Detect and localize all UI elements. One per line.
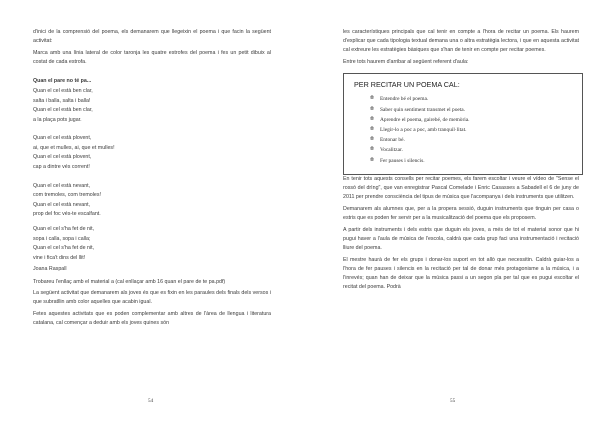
- poem-verse: sopa i calla, sopa i calla;: [33, 235, 91, 242]
- list-item-text: Fer pauses i silencis.: [380, 157, 425, 164]
- bullet-icon: ⦾: [370, 137, 375, 143]
- poem-stanza: [33, 182, 271, 220]
- paragraph: Marca amb una línia lateral de color taronja les quatre estrofes del poema i fes un petit dibuix al costat de cada estrofa.: [33, 49, 271, 66]
- poem-stanza: [33, 134, 271, 172]
- poem-verse: Quan el cel està ben clar,: [33, 87, 93, 94]
- page-number: 55: [450, 398, 456, 404]
- box-title: PER RECITAR UN POEMA CAL:: [354, 80, 460, 90]
- list-item-text: Vocalitzar.: [380, 147, 403, 154]
- list-item: [370, 115, 572, 125]
- list-item: [370, 156, 572, 166]
- left-text-column: [33, 28, 271, 329]
- poem-verse: Quan el cel s'ha fet de nit,: [33, 226, 95, 233]
- paragraph: La següent activitat que demanarem als joves és que es fixin en les paraules dels finals dels versos i que subratllin amb color aquelles que acabin igual.: [33, 290, 271, 306]
- poem-verse: a la plaça pots jugar.: [33, 116, 82, 123]
- bullet-icon: ⦾: [370, 116, 375, 122]
- list-item-text: Llegir-lo a poc a poc, amb tranquil·litat.: [380, 126, 467, 133]
- poem-verse: Quan el cel està plovent,: [33, 154, 92, 161]
- bullet-icon: ⦾: [370, 106, 375, 112]
- list-item: [370, 135, 572, 145]
- list-item-text: Entonar bé.: [380, 137, 405, 144]
- poem-verse: Quan el cel està ben clar,: [33, 107, 93, 114]
- paragraph: d'inici de la comprensió del poema, els demanarem que llegeixin el poema i que facin la següent activitat:: [33, 29, 271, 45]
- list-item: [370, 105, 572, 115]
- paragraph: El mestre haurà de fer els grups i donar-los suport en tot allò que necessitin. Caldrà guiar-los a l'hora de fer pauses i silencis en la recitació per tal de donar més protagonisme a la música, i a l'inrevés; quan han de deixar que la música passi a un segon pla per tal que es pugui escoltar el recitat del poema. Podrà: [343, 256, 579, 291]
- list-item: [370, 145, 572, 155]
- right-text-column: [343, 28, 579, 293]
- poem-verse: ai, que et mulles, ai, que et mulles!: [33, 144, 115, 151]
- poem-verse: prop del foc vés-te escalfant.: [33, 211, 101, 218]
- poem-verse: Quan el cel s'ha fet de nit,: [33, 245, 95, 252]
- poem-title: Quan el pare no té pa...: [33, 78, 92, 85]
- list-item: [370, 125, 572, 135]
- bullet-icon: ⦾: [370, 96, 375, 102]
- poem-stanza: [33, 225, 271, 263]
- poem-verse: Quan el cel està nevant,: [33, 201, 91, 208]
- tips-list: [354, 94, 572, 165]
- paragraph: Demanarem als alumnes que, per a la propera sessió, duguin instruments que tinguin per casa o estris que es poden fer servir per a la musicalització del poema que els proposem.: [343, 205, 579, 222]
- paragraph: Fetes aquestes activitats que es poden complementar amb altres de l'àrea de llengua i literatura catalana, cal començar a deduir amb els joves quines són: [33, 311, 271, 327]
- list-item: [370, 94, 572, 104]
- bullet-icon: ⦾: [370, 157, 375, 163]
- list-item-text: Entendre bé el poema.: [380, 96, 429, 103]
- poem-verse: salta i balla, salta i balla!: [33, 97, 91, 104]
- poem-stanza: [33, 77, 271, 125]
- classroom-reference-box: [343, 73, 583, 174]
- poem-verse: vine i fica't dins del llit!: [33, 254, 86, 261]
- paragraph: En tenir tots aquests consells per recitar poemes, els farem escoltar i veure el vídeo de "Sense el rossó del drìng", que van enregistrar Pascal Comelade i Enric Casasses a Sabadell el 6 de juny de 2011 per prendre consciència del tipus de música que l'acompanya i dels instruments que utilitzen.: [343, 175, 579, 201]
- bullet-icon: ⦾: [370, 147, 375, 153]
- list-item-text: Saber quin sentiment transmet el poeta.: [380, 106, 466, 113]
- right-page: [300, 0, 600, 424]
- poem-verse: cap a dintre vés corrent!: [33, 164, 90, 171]
- bullet-icon: ⦾: [370, 126, 375, 132]
- poem-verse: com tremoles, com tremoles!: [33, 192, 101, 199]
- paragraph: les característiques principals que cal tenir en compte a l'hora de recitar un poema. Els haurem d'explicar que cada tipologia textual demana una o altra estratègia lectora, i que en aquesta activitat cal extreure les estratègies bàsiques que s'han de tenir en compte per recitar poemes.: [343, 29, 579, 54]
- poem-verse: Quan el cel està nevant,: [33, 182, 91, 189]
- paragraph: Entre tots haurem d'arribar al següent referent d'aula:: [343, 59, 469, 66]
- poem: [33, 77, 271, 275]
- paragraph: Trobareu l'enllaç amb el material a (cal enllaçar amb 16 quan el pare de te pa.pdf): [33, 278, 226, 285]
- poem-verse: Quan el cel està plovent,: [33, 135, 92, 142]
- poem-author: Joana Raspall: [33, 266, 67, 273]
- page-number: 54: [148, 398, 154, 404]
- list-item-text: Aprendre el poema, gairebé, de memòria.: [380, 116, 470, 123]
- paragraph: A partir dels instruments i dels estris que duguin els joves, a més de tot el material sonor que hi pugui haver a l'aula de música de l'escola, caldrà que cada grup faci una instrumentació i recitació lliure del poema.: [343, 226, 579, 252]
